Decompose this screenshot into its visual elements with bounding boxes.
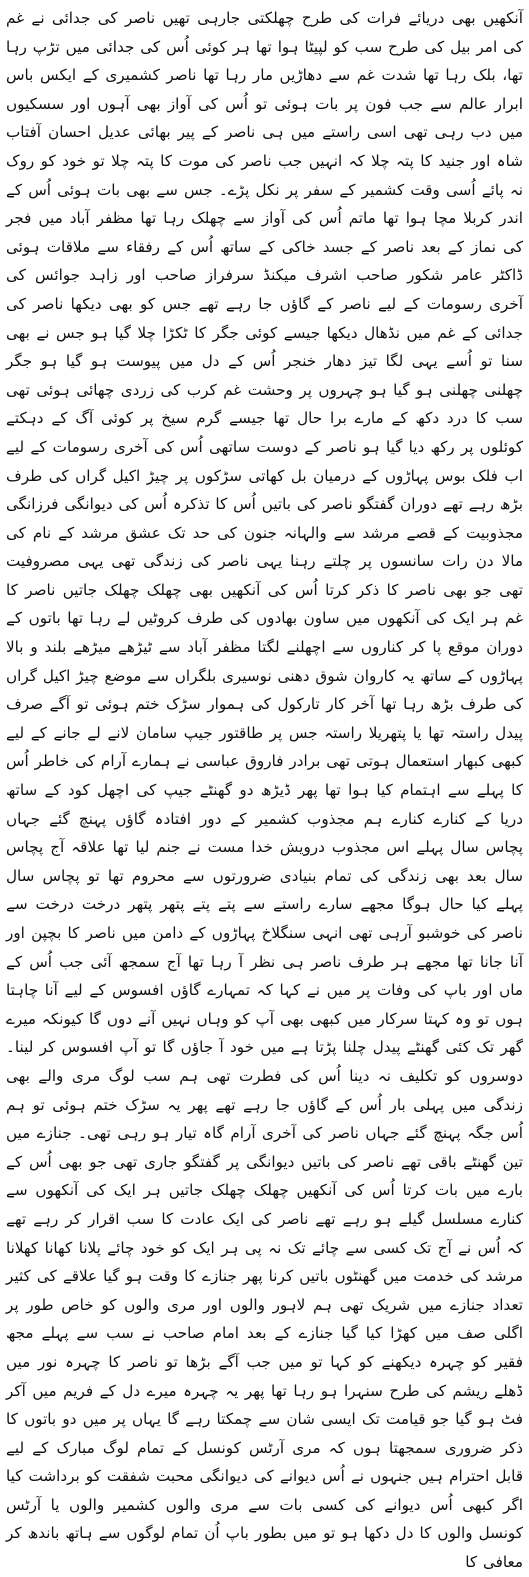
article-body: آنکھیں بھی دریائے فرات کی طرح چھلکتی جارہی تھیں ناصر کی جدائی نے غم کی امر بیل کی طرح سب کو لپیٹا ہوا تھا ہر کوئی اُس کی جدائی میں تڑپ رہا تھا، بلک رہا تھا شدت غم سے دھاڑیں مار رہا تھا ناصر کشمیری کے ایکس باس ابرار عالم سے جب فون پر بات ہوئی تو اُس کی آواز بھی آہوں اور سسکیوں میں دب رہی تھی اسی راستے میں ہی ناصر کے پیر بھائی عدیل احسان آفتاب شاہ اور جنید کا پتہ چلا کہ انہیں جب ناصر کی موت کا پتہ چلا تو خود کو روک نہ پائے اُسی وقت کشمیر کے سفر پر نکل پڑے۔ جس سے بھی بات ہوئی اُس کے اندر کربلا مچا ہوا تھا ماتم اُس کی آواز سے چھلک رہا تھا مظفر آباد میں فجر کی نماز کے بعد ناصر کے جسد خاکی کے ساتھ اُس کے رفقاء سے ملاقات ہوئی ڈاکٹر عامر شکور صاحب اشرف میکنڈ سرفراز صاحب اور زاہد جوائس کی آخری رسومات کے لیے ناصر کے گاؤں جا رہے تھے جس کو بھی دیکھا ناصر کی جدائی کے غم میں نڈھال دیکھا جیسے کوئی جگر کا ٹکڑا چلا گیا ہو جس نے بھی سنا تو اُسے یہی لگا تیز دھار خنجر اُس کے دل میں پیوست ہو گیا ہو جگر چھلنی چھلنی ہو گیا ہو چہروں پر وحشت غم کرب کی زردی چھائی ہوئی تھی سب کا درد دکھ کے مارے برا حال تھا جیسے گرم سیخ پر کوئی آگ کے دہکتے کوئلوں پر رکھ دیا گیا ہو ناصر کے دوست ساتھی اُس کی آخری رسومات کے لیے اب فلک بوس پہاڑوں کے درمیان بل کھاتی سڑکوں پر چیڑ اکیل گراں کی طرف بڑھ رہے تھے دوران گفتگو ناصر کی باتیں اُس کا تذکرہ اُس کی دیوانگی فرزانگی مجذوبیت کے قصے مرشد سے والہانہ جنون کی حد تک عشق مرشد کے نام کی مالا دن رات سانسوں پر چلتے رہنا یہی ناصر کی زندگی تھی یہی مصروفیت تھی جو بھی ناصر کا ذکر کرتا اُس کی آنکھیں بھی چھلک چھلک جاتیں ناصر کا غم ہر ایک کی آنکھوں میں ساون بھادوں کی طرف کروٹیں لے رہا تھا باتوں کے دوران موقع پا کر کناروں سے اچھلنے لگتا مظفر آباد سے ٹیڑھے میڑھے بلند و بالا پہاڑوں کے ساتھ یہ کاروان شوق دھنی نوسیری بلگراں سے موضع چیڑ اکیل گراں کی طرف بڑھ رہا تھا آخر کار تارکول کی ہموار سڑک ختم ہوئی تو آگے صرف پیدل راستہ تھا یا پتھریلا راستہ جس پر طاقتور جیپ سامان لانے لے جانے کے لیے کبھی کبھار استعمال ہوتی تھی برادر فاروق عباسی نے ہمارے آرام کی خاطر اُس کا پہلے سے اہتمام کیا ہوا تھا پھر ڈیڑھ دو گھنٹے جیپ کی اچھل کود کے ساتھ دریا کے کنارے کنارے ہم مجذوب کشمیر کے دور افتادہ گاؤں پہنچ گئے جہاں پچاس سال پہلے اس مجذوب درویش خدا مست نے جنم لیا تھا علاقہ آج پچاس سال بعد بھی زندگی کی تمام بنیادی ضرورتوں سے محروم تھا تو پچاس سال پہلے کیا حال ہوگا مجھے سارے راستے سے پتے پتے پتھر پتھر درخت درخت سے ناصر کی خوشبو آرہی تھی انہی سنگلاخ پہاڑوں کے دامن میں ناصر کا بچپن اور آنا جانا تھا مجھے ہر طرف ناصر ہی نظر آ رہا تھا آج سمجھ آئی جب اُس کے ماں اور باپ کی وفات پر میں نے کہا کہ تمہارے گاؤں افسوس کے لیے آنا چاہتا ہوں تو وہ کہتا سرکار میں کبھی بھی آپ کو وہاں نہیں آنے دوں گا کیونکہ میرے گھر تک کئی گھنٹے پیدل چلنا پڑتا ہے میں خود آ جاؤں گا تو آپ افسوس کر لینا۔ دوسروں کو تکلیف نہ دینا اُس کی فطرت تھی ہم سب لوگ مری والے بھی زندگی میں پہلی بار اُس کے گاؤں جا رہے تھے پھر یہ سڑک ختم ہوئی تو ہم اُس جگہ پہنچ گئے جہاں ناصر کی آخری آرام گاہ تیار ہو رہی تھی۔ جنازے میں تین گھنٹے باقی تھے ناصر کی باتیں دیوانگی پر گفتگو جاری تھی جو بھی اُس کے بارے میں بات کرتا اُس کی آنکھیں چھلک چھلک جاتیں ہر ایک کی آنکھوں سے کنارے مسلسل گیلے ہو رہے تھے ناصر کی ایک عادت کا سب اقرار کر رہے تھے کہ اُس نے آج تک کسی سے چائے تک نہ پی ہر ایک کو خود چائے پلانا کھانا کھلانا مرشد کی خدمت میں گھنٹوں باتیں کرنا پھر جنازے کا وقت ہو گیا علاقے کی کثیر تعداد جنازے میں شریک تھی ہم لاہور والوں اور مری والوں کو خاص طور پر اگلی صف میں کھڑا کیا گیا جنازے کے بعد امام صاحب نے سب سے پہلے مجھ فقیر کو چہرہ دیکھنے کو کہا تو میں جب آگے بڑھا تو ناصر کا چہرہ نور میں ڈھلے ریشم کی طرح سنہرا ہو رہا تھا پھر یہ چہرہ میرے دل کے فریم میں آکر فٹ ہو گیا جو قیامت تک ایسی شان سے چمکتا رہے گا یہاں پر میں دو باتوں کا ذکر ضروری سمجھتا ہوں کہ مری آرٹس کونسل کے تمام لوگ مبارک کے لیے قابل احترام ہیں جنہوں نے اُس دیوانے کی دیوانگی محبت شفقت کو برداشت کیا اگر کبھی اُس دیوانے کی کسی بات سے مری والوں کشمیر والوں یا آرٹس کونسل والوں کا دل دکھا ہو تو میں بطور باپ اُن تمام لوگوں سے ہاتھ باندھ کر معافی کا bbox=[6, 9, 523, 1572]
